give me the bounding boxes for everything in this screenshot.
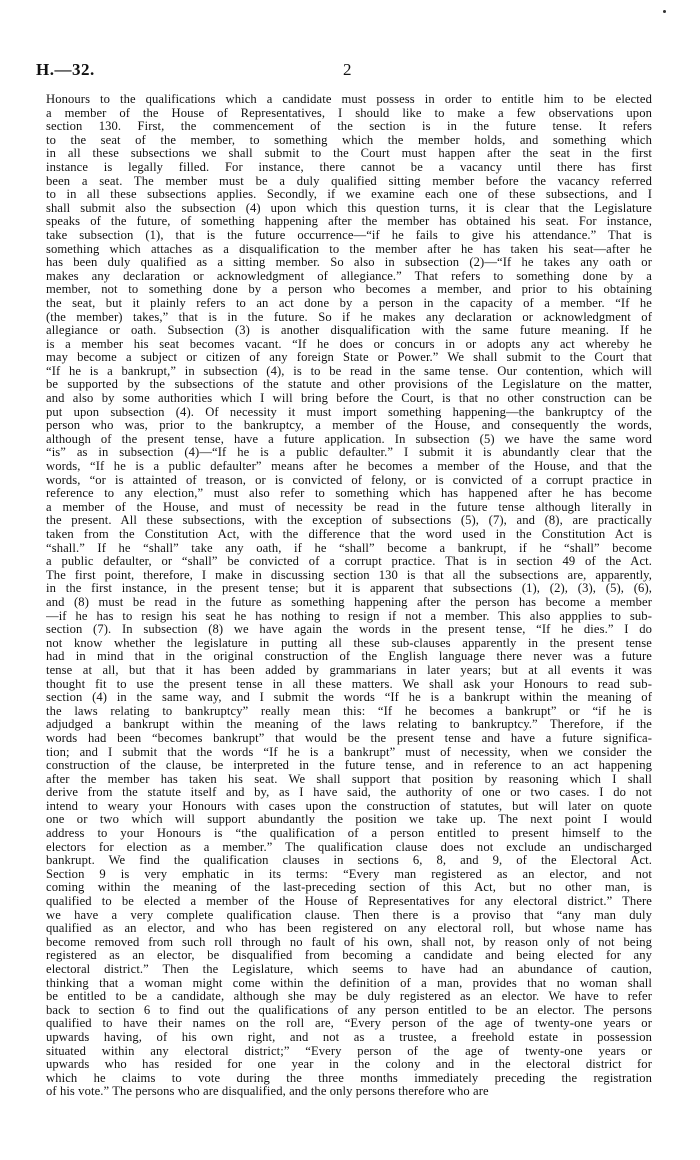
text-line: qualified to have their names on the roll are, “Every person of the age of twenty-one years or <box>46 1017 652 1031</box>
text-line: —if he has to resign his seat he has nothing to resign if not a member. This also appplies to sub- <box>46 609 652 623</box>
text-line: and also by some authorities which I will bring before the Court, is that no other construction can be <box>46 392 652 406</box>
page-number: 2 <box>343 60 352 79</box>
text-line: adjudged a bankrupt within the meaning of the laws relating to bankruptcy.” Therefore, if the <box>46 718 652 732</box>
text-line: be entitled to be a candidate, although she may be duly registered as an elector. We have to refer <box>46 990 652 1004</box>
text-line: and (8) must be read in the future as something happening after the person has become a member <box>46 595 652 609</box>
text-line: qualified to be elected a member of the House of Representatives for any electoral district.” There <box>46 895 652 909</box>
text-line: become removed from such roll through no fault of his own, shall not, by reason only of not being <box>46 935 652 949</box>
body-text <box>46 93 652 1099</box>
text-line: taken from the Constitution Act, with the difference that the word used in the Constitution Act is <box>46 528 652 541</box>
text-line: not know whether the legislature in putting all these sub-clauses apparently in the present tense <box>46 636 652 650</box>
text-line: which he claims to vote during the three months immediately preceding the registration <box>46 1071 652 1085</box>
text-line: address to your Honours is “the qualification of a person entitled to present himself to the <box>46 827 652 841</box>
text-line: instance is legally filled. For instance, there cannot be a vacancy until there has first <box>46 160 652 174</box>
text-line: section (4) in the same way, and I submit the words “If he is a bankrupt within the meaning of <box>46 691 652 705</box>
document-reference: H.—32. <box>36 60 95 79</box>
text-line: “shall.” If he “shall” take any oath, if he “shall” become a bankrupt, if he “shall” become <box>46 541 652 555</box>
text-line: person who was, prior to the bankruptcy, a member of the House, and consequently the words, <box>46 419 652 433</box>
text-line: electors for election as a member.” The qualification clause does not exclude an undischarged <box>46 840 652 854</box>
text-line: in the first instance, in the present tense; but it is apparent that subsections (1), (2), (3), (5), (6), <box>46 582 652 596</box>
text-line: thinking that a woman might come within the definition of a man, provides that no woman shall <box>46 976 652 990</box>
text-line: a public defaulter, or “shall” be convicted of a corrupt practice. That is in section 49 of the Act. <box>46 555 652 569</box>
text-line: section (7). In subsection (8) we have again the words in the present tense, “If he dies.” I do <box>46 623 652 637</box>
text-line: qualified as an elector, and who has been registered on any electoral roll, but whose name has <box>46 922 652 936</box>
text-line: is a member his seat becomes vacant. “If he does or concurs in or adopts any act whereby he <box>46 337 652 351</box>
text-line: Section 9 is very emphatic in its terms: “Every man registered as an elector, and not <box>46 867 652 881</box>
text-line: “is” as in subsection (4)—“If he is a public defaulter.” I submit it is abundantly clear that the <box>46 446 652 460</box>
text-line: we have a very complete qualification clause. Then there is a proviso that “any man duly <box>46 908 652 922</box>
text-line: coming within the meaning of the last-preceding section of this Act, but no other man, is <box>46 881 652 895</box>
text-line: registered as an elector, be disqualified from becoming a candidate and being elected for any <box>46 949 652 963</box>
text-line: tense at all, but that it has been added by grammarians in later years; but at all events it was <box>46 663 652 677</box>
text-line: The first point, therefore, I make in discussing section 130 is that all the subsections are, apparently, <box>46 568 652 582</box>
text-line: a member of the House, and must of necessity be read in the future tense although literally in <box>46 500 652 514</box>
text-line: been a seat. The member must be a duly qualified sitting member before the vacancy referred <box>46 174 652 188</box>
text-line: intend to weary your Honours with cases upon the construction of statutes, but will later on quote <box>46 799 652 813</box>
text-line: had in mind that in the original construction of the English language there never was a future <box>46 650 652 664</box>
text-line: words, “or is attainted of treason, or is convicted of felony, or is convicted of a corrupt practice in <box>46 473 652 487</box>
text-line: one or two which will support abundantly the position we take up. The next point I would <box>46 813 652 827</box>
text-line: in all these subsections we shall submit to the Court must happen after the seat in the first <box>46 147 652 161</box>
text-line: upwards who has resided for one year in the colony and in the electoral district for <box>46 1058 652 1072</box>
text-line: the laws relating to bankruptcy” really mean this: “If he becomes a bankrupt” or “if he is <box>46 704 652 718</box>
text-line: speaks of the future, of something happening after the member has obtained his seat. For instance, <box>46 215 652 229</box>
text-line: after the member has taken his seat. We shall support that position by reasoning which I shall <box>46 772 652 786</box>
text-line: words, “If he is a public defaulter” means after he becomes a member of the House, and that the <box>46 460 652 474</box>
speck-mark <box>663 10 666 13</box>
text-line: to in all these subsections applies. Secondly, if we examine each one of these subsections, and I <box>46 188 652 202</box>
text-line: derive from the statute itself and by, as I have said, the authority of one or two cases. I do not <box>46 786 652 800</box>
text-line: situated within any electoral district;” “Every person of the age of twenty-one years or <box>46 1044 652 1058</box>
text-line: bankrupt. We find the qualification clauses in sections 6, 8, and 9, of the Electoral Act. <box>46 854 652 868</box>
text-line: the present. All these subsections, with the exception of subsections (5), (7), and (8), are practically <box>46 514 652 528</box>
text-line: back to section 6 to find out the qualifications of any person entitled to be an elector. The persons <box>46 1003 652 1017</box>
text-line: take subsection (1), that is the future occurrence—“if he fails to give his attendance.” That is <box>46 228 652 242</box>
text-line: a member of the House of Representatives, I should like to make a few observations upon <box>46 106 652 120</box>
text-line: put upon subsection (4). Of necessity it must import something happening—the bankruptcy of the <box>46 405 652 419</box>
text-line: shall submit also the subsection (4) upon which this question turns, it is clear that the Legislature <box>46 201 652 215</box>
text-line: upwards having, of his own right, and not as a trustee, a freehold estate in possession <box>46 1030 652 1044</box>
text-line: may become a subject or citizen of any foreign State or Power.” We shall submit to the Court that <box>46 351 652 365</box>
text-line: “If he is a bankrupt,” in subsection (4), is to be read in the same tense. Our contention, which will <box>46 364 652 378</box>
text-line: be supported by the subsections of the statute and other provisions of the Legislature on the matter, <box>46 378 652 392</box>
text-line: allegiance or oath. Subsection (3) is another disqualification with the same future meaning. If he <box>46 324 652 338</box>
text-line: has been duly qualified as a sitting member. So also in subsection (2)—“If he takes any oath or <box>46 256 652 270</box>
text-line: the seat, but it plainly refers to an act done by a person in the capacity of a member. “If he <box>46 296 652 310</box>
text-line: construction of the clause, be interpreted in the future tense, and in reference to an act happening <box>46 759 652 773</box>
text-line: to the seat of the member, to something which the member holds, and something which <box>46 133 652 147</box>
text-line: reference to any election,” must also refer to something which has happened after he has become <box>46 487 652 501</box>
text-line: tion; and I submit that the words “If he is a bankrupt” must of necessity, when we consider the <box>46 745 652 759</box>
text-line: electoral district.” Then the Legislature, which seems to have had an abundance of caution, <box>46 963 652 976</box>
text-line: of his vote.” The persons who are disqualified, and the only persons therefore who are <box>46 1085 489 1099</box>
text-line: thought fit to use the present tense in all these matters. We shall ask your Honours to read sub- <box>46 677 652 691</box>
text-line: Honours to the qualifications which a candidate must possess in order to entitle him to be elected <box>46 93 652 106</box>
text-line: (the member) takes,” that is in the future. So if he makes any declaration or acknowledgment of <box>46 310 652 324</box>
text-line: section 130. First, the commencement of the section is in the future tense. It refers <box>46 120 652 134</box>
text-line: words had been “becomes bankrupt” that would be the present tense and have a future significa- <box>46 731 652 745</box>
text-line: member, not to something done by a person who becomes a member, and prior to his obtaining <box>46 283 652 297</box>
text-line: although of the present tense, have a future application. In subsection (5) we have the same word <box>46 432 652 446</box>
text-line: something which attaches as a disqualification to the member after he has taken his seat—after he <box>46 242 652 256</box>
text-line: makes any declaration or acknowledgment of allegiance.” That refers to something done by a <box>46 269 652 283</box>
